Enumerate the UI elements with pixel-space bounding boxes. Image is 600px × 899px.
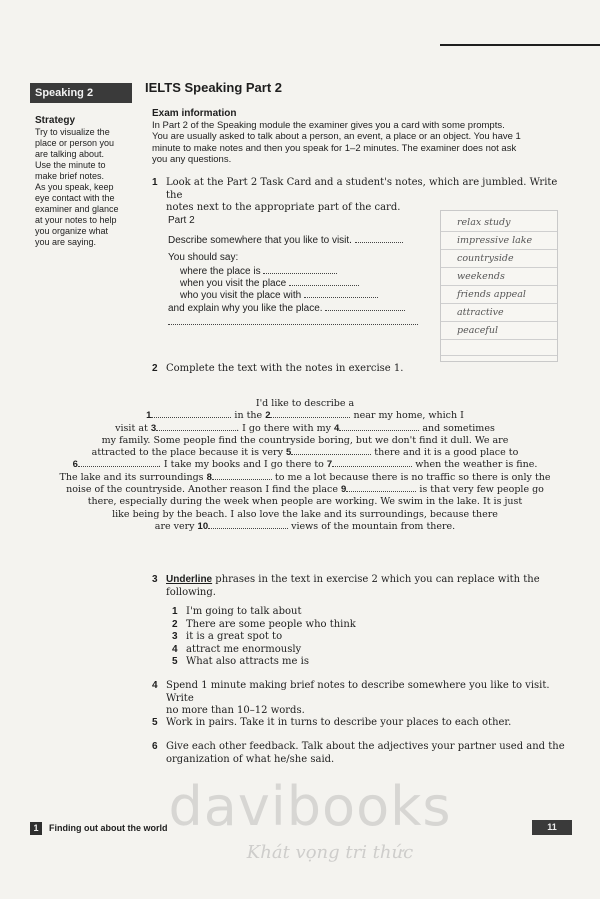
exercise-number: 2 — [152, 363, 158, 374]
exam-information — [152, 108, 562, 166]
top-rule — [440, 44, 600, 46]
story-line — [40, 447, 570, 459]
card-describe — [168, 234, 403, 246]
list-text: What also attracts me is — [186, 656, 309, 667]
story-text: visit at — [115, 422, 151, 434]
card-describe-text: Describe somewhere that you like to visit. — [168, 235, 352, 246]
story-text: views of the mountain from there. — [288, 520, 456, 532]
underline-keyword: Underline — [166, 574, 213, 585]
note-word: relax study — [457, 217, 511, 228]
story-line — [40, 459, 570, 471]
exercise-text: Spend 1 minute making brief notes to describe somewhere you like to visit. Write — [166, 680, 550, 704]
story-text: is that very few people go — [416, 484, 544, 496]
exercise-text: notes next to the appropriate part of the card. — [166, 202, 401, 213]
exam-line: minute to make notes and then you speak for 1–2 minutes. The examiner does not ask — [152, 142, 517, 154]
list-number: 5 — [172, 656, 178, 667]
answer-blank[interactable] — [156, 423, 236, 431]
story-line: my family. Some people find the countryside boring, but we don't find it dull. We are — [101, 434, 509, 446]
list-text: I'm going to talk about — [186, 606, 302, 617]
card-extra-line[interactable] — [168, 316, 418, 328]
gap-number: 8 — [206, 471, 212, 483]
story-text: near my home, which I — [350, 410, 464, 422]
notes-rule — [441, 285, 557, 286]
strategy-line: As you speak, keep — [35, 182, 114, 192]
gap-fill-text — [40, 398, 570, 533]
story-text: and sometimes — [419, 422, 495, 434]
strategy-line: you are saying. — [35, 237, 97, 247]
strategy-box — [35, 115, 147, 248]
exercise-2 — [152, 363, 572, 376]
card-should-say: You should say: — [168, 252, 239, 263]
notes-rule — [441, 321, 557, 322]
exam-line: In Part 2 of the Speaking module the examiner gives you a card with some prompts. — [152, 119, 505, 131]
gap-number: 5 — [285, 447, 292, 459]
notes-rule — [441, 339, 557, 340]
gap-number: 6 — [72, 459, 78, 471]
strategy-line: Try to visualize the — [35, 127, 110, 137]
story-text: . I take my books and I go there to — [157, 459, 327, 471]
answer-blank[interactable] — [339, 423, 419, 431]
strategy-heading: Strategy — [35, 115, 76, 126]
answer-blank[interactable] — [151, 410, 231, 418]
strategy-line: make brief notes. — [35, 171, 105, 181]
watermark-logo: davibooks — [168, 775, 452, 838]
strategy-line: place or person you — [35, 138, 115, 148]
note-word: countryside — [457, 253, 514, 264]
answer-blank[interactable] — [78, 459, 158, 467]
story-line — [40, 521, 570, 533]
exercise-5 — [152, 717, 572, 730]
story-line: like being by the beach. I also love the lake and its surroundings, because there — [112, 508, 498, 520]
exercise-3 — [152, 574, 572, 599]
notes-rule — [441, 355, 557, 356]
story-line — [40, 410, 570, 422]
story-line: there, especially during the week when people are working. We swim in the lake. It is just — [87, 496, 523, 508]
exercise-number: 4 — [152, 680, 158, 691]
notes-rule — [441, 231, 557, 232]
card-prompt-text: and explain why you like the place. — [168, 303, 323, 314]
answer-blank[interactable] — [212, 472, 272, 480]
story-text: in the — [231, 410, 266, 422]
story-line: I'd like to describe a — [255, 398, 355, 409]
answer-blank[interactable] — [332, 459, 412, 467]
gap-number: 3 — [150, 422, 157, 434]
student-notes — [440, 210, 558, 362]
story-text: there and it is a good place to — [371, 447, 519, 459]
gap-number: 1 — [146, 410, 152, 422]
list-text: There are some people who think — [186, 618, 356, 630]
exercise-number: 5 — [152, 717, 158, 728]
exercise-text: Give each other feedback. Talk about the adjectives your partner used and the — [166, 741, 565, 752]
exercise-text: following. — [166, 586, 216, 598]
story-line — [40, 423, 570, 435]
unit-number-badge: 1 — [30, 822, 42, 835]
answer-blank[interactable] — [346, 484, 416, 492]
watermark-tagline: Khát vọng tri thức — [246, 842, 414, 863]
exercise-number: 3 — [152, 574, 158, 585]
exam-line: you any questions. — [152, 154, 232, 165]
exercise-text: no more than 10–12 words. — [166, 705, 305, 716]
unit-title: Finding out about the world — [49, 823, 168, 833]
answer-blank[interactable] — [304, 289, 378, 298]
exam-heading: Exam information — [152, 108, 237, 119]
list-number: 4 — [172, 643, 178, 655]
list-item — [172, 606, 356, 619]
note-word: impressive lake — [457, 235, 533, 246]
exercise-number: 1 — [152, 177, 158, 188]
page-number: 11 — [532, 820, 572, 835]
note-word: peaceful — [457, 325, 498, 336]
story-text: to me a lot because there is no traffic so there is only the — [271, 471, 551, 483]
strategy-line: you organize what — [35, 226, 109, 236]
story-text: are very — [154, 520, 198, 532]
exercise-1 — [152, 177, 572, 215]
gap-number: 7 — [326, 459, 333, 471]
note-word: friends appeal — [457, 289, 526, 300]
answer-blank[interactable] — [168, 316, 418, 325]
list-text: attract me enormously — [186, 643, 302, 655]
list-item — [172, 644, 356, 657]
page-title: IELTS Speaking Part 2 — [145, 80, 283, 95]
gap-number: 4 — [334, 422, 340, 434]
story-line — [40, 472, 570, 484]
card-prompt — [180, 289, 378, 301]
card-prompt — [180, 277, 359, 289]
exercise-text: organization of what he/she said. — [166, 753, 335, 765]
exercise-6 — [152, 741, 572, 766]
card-prompt-text: who you visit the place with — [180, 290, 302, 301]
exercise-text: Look at the Part 2 Task Card and a student's notes, which are jumbled. Write the — [166, 177, 558, 201]
gap-number: 10 — [197, 520, 209, 532]
list-number: 3 — [172, 631, 178, 642]
notes-rule — [441, 267, 557, 268]
card-prompt-text: where the place is — [180, 266, 261, 277]
strategy-line: examiner and glance — [35, 204, 119, 214]
card-part: Part 2 — [168, 215, 195, 226]
gap-number: 9 — [341, 484, 347, 496]
story-text: when the weather is fine. — [412, 459, 538, 471]
strategy-line: eye contact with the — [35, 193, 115, 203]
answer-blank[interactable] — [263, 265, 337, 274]
strategy-line: at your notes to help — [35, 215, 117, 225]
answer-blank[interactable] — [355, 234, 403, 243]
exercise-text-rest: phrases in the text in exercise 2 which you can replace with the — [212, 574, 540, 585]
card-prompt — [180, 265, 337, 277]
list-item — [172, 619, 356, 632]
answer-blank[interactable] — [291, 447, 371, 455]
list-item — [172, 631, 356, 644]
exercise-text: Complete the text with the notes in exercise 1. — [166, 363, 404, 374]
card-prompt-text: when you visit the place — [180, 278, 287, 289]
answer-blank[interactable] — [208, 521, 288, 529]
story-text: noise of the countryside. Another reason I find the place — [66, 484, 342, 496]
note-word: attractive — [457, 307, 504, 318]
replacement-list — [172, 606, 356, 669]
answer-blank[interactable] — [289, 277, 359, 286]
card-prompt — [168, 302, 405, 314]
note-word: weekends — [457, 271, 505, 282]
answer-blank[interactable] — [270, 410, 350, 418]
notes-rule — [441, 303, 557, 304]
exercise-4 — [152, 680, 572, 718]
list-number: 2 — [172, 618, 178, 630]
notes-rule — [441, 249, 557, 250]
exercise-text — [152, 574, 572, 587]
story-line — [40, 484, 570, 496]
story-text: . I go there with my — [236, 422, 335, 434]
gap-number: 2 — [265, 410, 271, 422]
story-text: attracted to the place because it is very — [91, 447, 286, 459]
exercise-text: Work in pairs. Take it in turns to describe your places to each other. — [166, 717, 512, 728]
exercise-number: 6 — [152, 741, 158, 752]
exam-line: You are usually asked to talk about a person, an event, a place or an object. You have 1 — [152, 131, 521, 142]
strategy-line: are talking about. — [35, 149, 105, 159]
section-badge: Speaking 2 — [30, 83, 132, 103]
list-number: 1 — [172, 606, 178, 617]
answer-blank[interactable] — [325, 302, 405, 311]
strategy-line: Use the minute to — [35, 160, 106, 170]
story-text: The lake and its surroundings — [59, 471, 207, 483]
list-item — [172, 656, 356, 669]
list-text: it is a great spot to — [186, 631, 283, 642]
